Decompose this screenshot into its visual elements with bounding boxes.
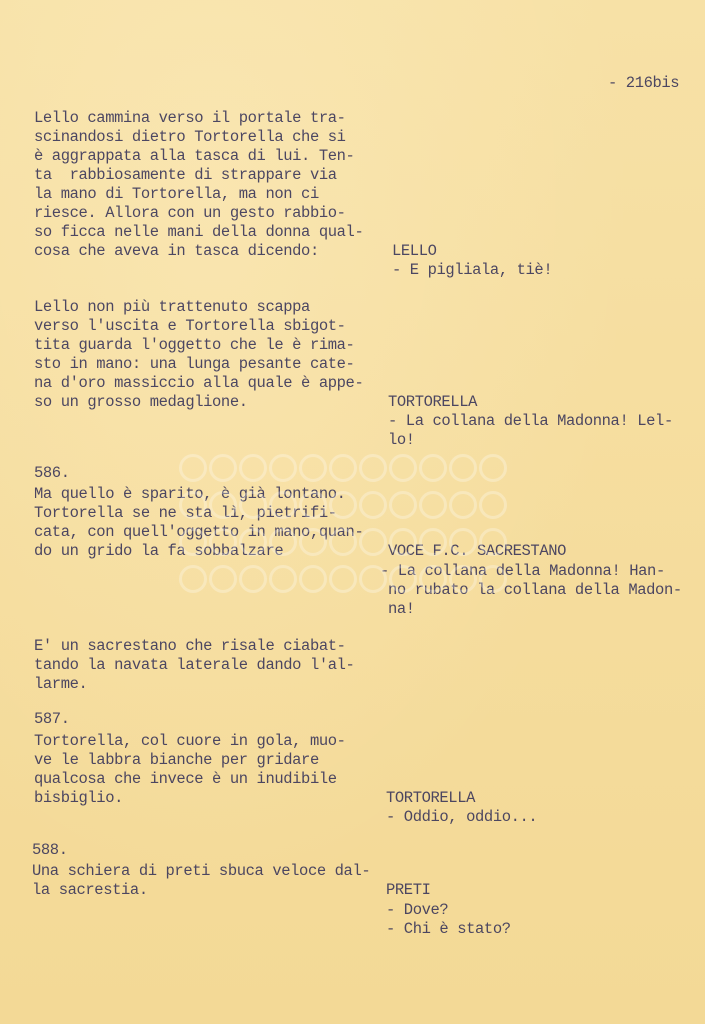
speaker-tortorella: TORTORELLA [386,789,476,807]
action-line: tando la navata laterale dando l'al- [34,656,355,674]
speaker-sacrestano: VOCE F.C. SACRESTANO [388,542,567,560]
action-line: riesce. Allora con un gesto rabbio- [34,204,346,222]
action-line: Tortorella se ne sta lì, pietrifi- [34,504,337,522]
action-line: ve le labbra bianche per gridare [34,751,319,769]
action-line: tita guarda l'oggetto che le è rima- [34,336,355,354]
speaker-preti: PRETI [386,881,431,899]
action-line: Ma quello è sparito, è già lontano. [34,485,346,503]
action-line: do un grido la fa sobbalzare [34,542,284,560]
action-line: Lello cammina verso il portale tra- [34,109,346,127]
dialogue-line: na! [388,600,415,618]
dialogue-line: lo! [388,431,415,449]
page-number: - 216bis [608,74,680,92]
dialogue-line: no rubato la collana della Madon- [388,581,682,599]
scene-number: 587. [34,710,70,728]
action-line: verso l'uscita e Tortorella sbigot- [34,317,346,335]
scene-number: 588. [32,841,68,859]
dialogue-line: - La collana della Madonna! Lel- [388,412,673,430]
dialogue-line: - E pigliala, tiè! [392,261,553,279]
action-line: Tortorella, col cuore in gola, muo- [34,732,346,750]
action-line: cata, con quell'oggetto in mano,quan- [34,523,364,541]
action-line: scinandosi dietro Tortorella che si [34,128,346,146]
speaker-lello: LELLO [392,242,437,260]
action-line: cosa che aveva in tasca dicendo: [34,242,319,260]
action-line: Una schiera di preti sbuca veloce dal- [32,862,371,880]
action-line: Lello non più trattenuto scappa [34,298,310,316]
action-line: ta rabbiosamente di strappare via [34,166,337,184]
speaker-tortorella: TORTORELLA [388,393,478,411]
action-line: la sacrestia. [32,881,148,899]
action-line: qualcosa che invece è un inudibile [34,770,337,788]
action-line: E' un sacrestano che risale ciabat- [34,637,346,655]
action-line: bisbiglio. [34,789,124,807]
dialogue-line: - Dove? [386,901,449,919]
action-line: è aggrappata alla tasca di lui. Ten- [34,147,355,165]
action-line: larme. [34,675,88,693]
dialogue-line: - Oddio, oddio... [386,808,538,826]
dialogue-line: - Chi è stato? [386,920,511,938]
action-line: so ficca nelle mani della donna qual- [34,223,364,241]
action-line: so un grosso medaglione. [34,393,248,411]
action-line: sto in mano: una lunga pesante cate- [34,355,355,373]
dialogue-line: - La collana della Madonna! Han- [380,562,665,580]
scene-number: 586. [34,464,70,482]
action-line: na d'oro massiccio alla quale è appe- [34,374,364,392]
action-line: la mano di Tortorella, ma non ci [34,185,319,203]
